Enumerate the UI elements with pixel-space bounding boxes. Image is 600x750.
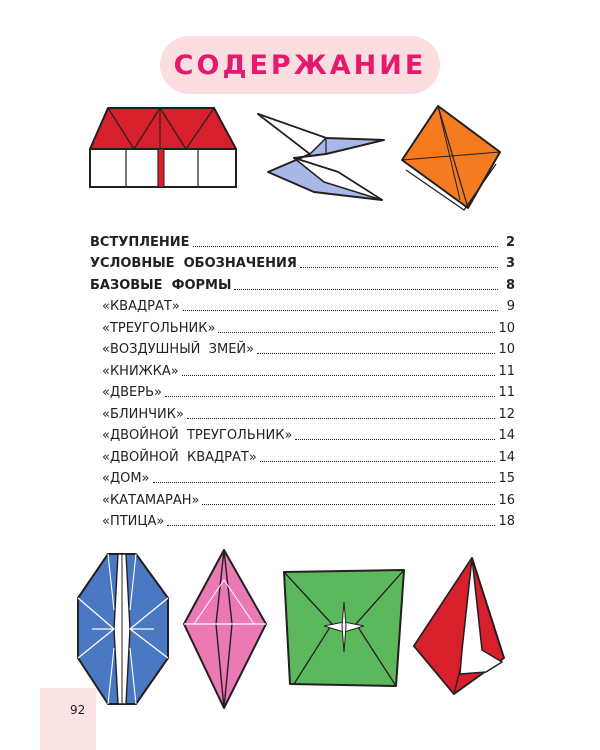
green-blintz-icon (280, 566, 408, 690)
toc-page-number: 18 (498, 514, 515, 529)
toc-label: «ДВОЙНОЙ КВАДРАТ» (102, 449, 257, 465)
toc-label: «КАТАМАРАН» (102, 492, 200, 508)
blue-catamaran-icon (74, 550, 172, 708)
toc-leader (182, 375, 496, 376)
toc-leader (153, 482, 496, 483)
toc-label: «БЛИНЧИК» (102, 406, 184, 422)
page-number: 92 (70, 703, 86, 717)
toc-leader (257, 353, 495, 354)
toc-leader (295, 439, 495, 440)
toc-leader (300, 267, 498, 268)
house-icon (88, 104, 238, 190)
toc-page-number: 2 (505, 234, 515, 250)
toc-page-number: 9 (506, 299, 515, 314)
toc-label: «КНИЖКА» (102, 363, 179, 379)
toc-leader (202, 504, 495, 505)
toc-label: «КВАДРАТ» (102, 299, 180, 314)
toc-leader (218, 332, 495, 333)
page-title: СОДЕРЖАНИЕ (173, 49, 427, 81)
toc-leader (187, 418, 495, 419)
toc-entry[interactable] (90, 228, 515, 250)
toc-label: «ДВЕРЬ» (102, 385, 162, 400)
toc-entry[interactable] (90, 314, 515, 336)
red-bird-base-icon (410, 554, 508, 700)
toc-entry[interactable] (90, 357, 515, 379)
toc-page-number: 10 (498, 342, 515, 357)
toc-page-number: 14 (498, 449, 515, 465)
toc-entry[interactable] (90, 336, 515, 358)
pink-diamond-icon (180, 546, 270, 712)
toc-entry[interactable] (90, 271, 515, 293)
toc-label: «ДВОЙНОЙ ТРЕУГОЛЬНИК» (102, 428, 293, 443)
toc-entry[interactable] (90, 293, 515, 315)
toc-label: УСЛОВНЫЕ ОБОЗНАЧЕНИЯ (90, 256, 297, 271)
toc-label: БАЗОВЫЕ ФОРМЫ (90, 277, 232, 293)
toc-entry[interactable] (90, 443, 515, 465)
toc-entry[interactable] (90, 508, 515, 530)
toc-page-number: 3 (505, 256, 515, 271)
page-number-tab (40, 688, 96, 750)
toc-page-number: 10 (498, 320, 515, 336)
toc-leader (183, 310, 498, 311)
toc-page-number: 12 (498, 406, 515, 422)
toc-page-number: 15 (498, 471, 515, 486)
toc-entry[interactable] (90, 379, 515, 401)
toc-page-number: 14 (498, 428, 515, 443)
toc-leader (193, 246, 498, 247)
toc-label: «ДОМ» (102, 471, 150, 486)
toc-leader (260, 461, 496, 462)
folded-plane-icon (254, 110, 388, 202)
toc-entry[interactable] (90, 250, 515, 272)
toc-label: ВСТУПЛЕНИЕ (90, 234, 190, 250)
toc-entry[interactable] (90, 486, 515, 508)
toc-page-number: 11 (498, 385, 515, 400)
title-banner (160, 36, 440, 94)
toc-label: «ТРЕУГОЛЬНИК» (102, 320, 216, 336)
orange-square-base-icon (398, 100, 504, 212)
toc-leader (234, 289, 498, 290)
toc-label: «ПТИЦА» (102, 514, 165, 529)
toc-page-number: 8 (505, 277, 515, 293)
toc-label: «ВОЗДУШНЫЙ ЗМЕЙ» (102, 342, 255, 357)
toc-entry[interactable] (90, 465, 515, 487)
toc-page-number: 16 (498, 492, 515, 508)
toc-leader (167, 525, 495, 526)
toc-leader (165, 396, 495, 397)
toc-entry[interactable] (90, 400, 515, 422)
toc-entry[interactable] (90, 422, 515, 444)
table-of-contents (90, 228, 515, 529)
toc-page-number: 11 (498, 363, 515, 379)
